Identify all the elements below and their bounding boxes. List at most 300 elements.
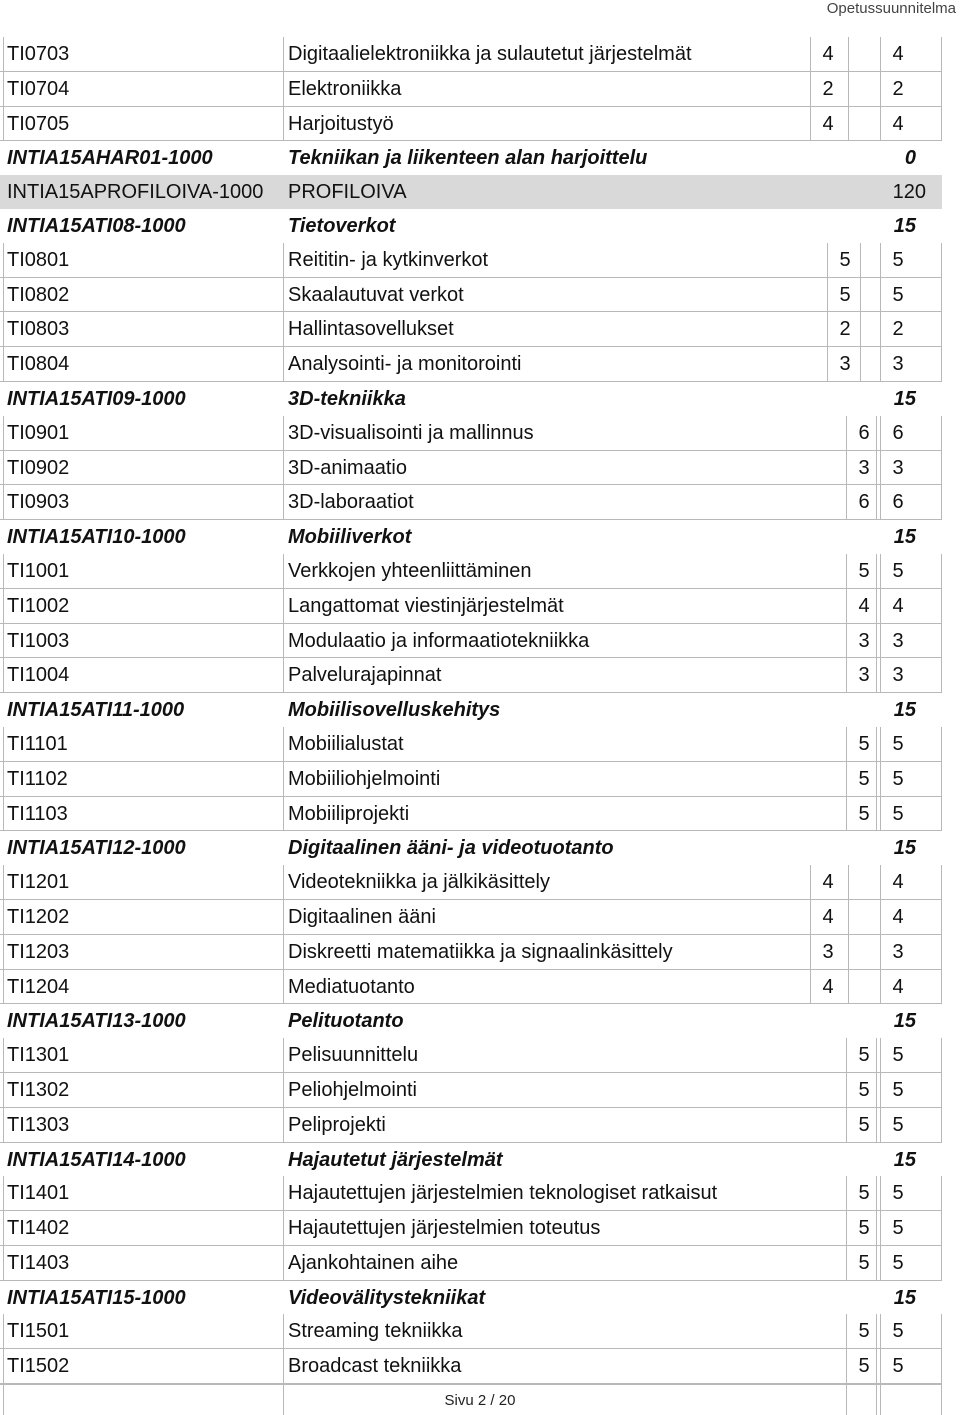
cell-divider [876,658,877,693]
course-code: TI1501 [7,1320,70,1343]
credits-total: 4 [892,905,904,928]
cell-divider [848,72,849,107]
module-name: Mobiiliverkot [288,526,412,549]
cell-divider [880,797,881,832]
course-name: Langattomat viestinjärjestelmät [288,594,564,617]
cell-divider [880,243,881,278]
cell-divider [876,1349,877,1384]
course-code: TI1403 [7,1251,70,1274]
module-row [0,693,942,727]
credits-value: 5 [858,1320,870,1343]
module-code: INTIA15ATI13-1000 [7,1010,186,1033]
credits-value: 2 [839,318,851,341]
course-name: Mobiiliohjelmointi [288,767,441,790]
course-code: TI1101 [7,732,68,755]
module-code: INTIA15ATI10-1000 [7,526,186,549]
cell-divider [880,107,881,142]
credits-total: 5 [892,1320,904,1343]
cell-divider [880,278,881,313]
course-code: TI0803 [7,318,70,341]
module-row [0,831,942,865]
course-name: Diskreetti matematiikka ja signaalinkäsittely [288,940,673,963]
module-name: Digitaalinen ääni- ja videotuotanto [288,837,614,860]
module-code: INTIA15ATI09-1000 [7,387,186,410]
course-code: TI1201 [7,871,70,894]
cell-divider [876,485,877,520]
module-credits: 120 [892,181,926,204]
course-row [0,1176,942,1211]
cell-divider [876,762,877,797]
course-code: TI1301 [7,1044,70,1067]
course-row [0,935,942,970]
credits-total: 5 [892,732,904,755]
course-row [0,37,942,72]
course-name: Peliprojekti [288,1113,386,1136]
cell-divider [876,554,877,589]
course-code: TI1402 [7,1217,70,1240]
course-code: TI1204 [7,975,70,998]
module-name: Tekniikan ja liikenteen alan harjoittelu [288,147,648,170]
cell-divider [810,107,811,142]
cell-divider [876,624,877,659]
course-name: Broadcast tekniikka [288,1355,462,1378]
cell-divider [283,1176,284,1211]
course-row [0,900,942,935]
cell-divider [860,347,861,382]
course-name: Mobiiliprojekti [288,802,410,825]
cell-divider [876,727,877,762]
course-code: TI0903 [7,491,70,514]
cell-divider [860,312,861,347]
course-name: Digitaalielektroniikka ja sulautetut järjestelmät [288,43,692,65]
cell-divider [810,900,811,935]
module-code: INTIA15ATI08-1000 [7,214,186,237]
cell-divider [283,278,284,313]
cell-divider [880,970,881,1005]
course-code: TI0902 [7,456,70,479]
course-row [0,243,942,278]
course-row [0,1349,942,1384]
module-credits: 15 [893,699,916,722]
module-row [0,1281,942,1315]
course-code: TI0705 [7,112,70,135]
course-row [0,797,942,832]
credits-total: 3 [892,664,904,687]
credits-value: 4 [822,975,834,998]
course-name: Modulaatio ja informaatiotekniikka [288,629,590,652]
credits-total: 5 [892,1251,904,1274]
course-code: TI0801 [7,248,70,271]
cell-divider [880,1314,881,1349]
course-code: TI0901 [7,421,70,444]
credits-value: 3 [839,353,851,376]
course-row [0,727,942,762]
cell-divider [283,900,284,935]
credits-total: 5 [892,767,904,790]
credits-total: 2 [892,77,904,100]
cell-divider [880,347,881,382]
cell-divider [880,589,881,624]
module-credits: 15 [893,387,916,410]
module-row [0,1004,942,1038]
credits-total: 5 [892,1078,904,1101]
credits-total: 5 [892,802,904,825]
course-row [0,72,942,107]
module-credits: 15 [893,1148,916,1171]
module-code: INTIA15ATI11-1000 [7,699,185,722]
course-code: TI1003 [7,629,70,652]
course-row [0,312,942,347]
course-code: TI1001 [7,559,70,582]
module-name: Pelituotanto [288,1010,404,1033]
cell-divider [810,970,811,1005]
credits-total: 3 [892,940,904,963]
cell-divider [880,1246,881,1281]
course-row [0,865,942,900]
course-name: Analysointi- ja monitorointi [288,353,522,376]
cell-divider [876,1246,877,1281]
cell-divider [846,589,847,624]
cell-divider [283,1246,284,1281]
course-row [0,347,942,382]
cell-divider [846,1211,847,1246]
credits-value: 3 [858,664,870,687]
cell-divider [827,347,828,382]
cell-divider [880,72,881,107]
credits-value: 6 [858,491,870,514]
module-credits: 15 [893,214,916,237]
module-name: Hajautetut järjestelmät [288,1148,503,1171]
course-row [0,1073,942,1108]
cell-divider [283,1108,284,1143]
course-code: TI0802 [7,283,70,306]
module-credits: 0 [904,147,916,170]
cell-divider [810,935,811,970]
credits-total: 5 [892,283,904,306]
cell-divider [283,107,284,142]
cell-divider [283,37,284,72]
credits-total: 4 [892,975,904,998]
module-code: INTIA15ATI12-1000 [7,837,186,860]
course-name: Videotekniikka ja jälkikäsittely [288,871,550,894]
cell-divider [846,416,847,451]
credits-total: 5 [892,1355,904,1378]
course-row [0,451,942,486]
cell-divider [880,37,881,72]
credits-value: 6 [858,421,870,444]
module-code: INTIA15APROFILOIVA-1000 [7,181,264,204]
course-row [0,107,942,142]
course-name: Pelisuunnittelu [288,1044,419,1067]
course-name: Hajautettujen järjestelmien toteutus [288,1217,601,1240]
course-code: TI1203 [7,940,70,963]
cell-divider [848,970,849,1005]
module-code: INTIA15AHAR01-1000 [7,147,213,170]
cell-divider [846,1349,847,1384]
cell-divider [876,797,877,832]
course-name: Streaming tekniikka [288,1320,463,1343]
cell-divider [283,865,284,900]
module-row [0,141,942,175]
credits-value: 5 [858,732,870,755]
course-name: Digitaalinen ääni [288,905,436,928]
course-name: Hallintasovellukset [288,318,454,341]
cell-divider [283,243,284,278]
module-row [0,382,942,416]
cell-divider [283,1038,284,1073]
credits-total: 6 [892,491,904,514]
course-code: TI1303 [7,1113,70,1136]
cell-divider [846,727,847,762]
cell-divider [283,797,284,832]
course-row [0,658,942,693]
cell-divider [846,762,847,797]
cell-divider [848,37,849,72]
cell-divider [283,451,284,486]
cell-divider [880,762,881,797]
cell-divider [827,243,828,278]
course-name: 3D-laboraatiot [288,491,414,514]
course-code: TI1103 [7,802,68,825]
credits-total: 4 [892,112,904,135]
course-row [0,624,942,659]
cell-divider [283,554,284,589]
module-name: Videovälitystekniikat [288,1286,486,1309]
credits-total: 4 [892,594,904,617]
cell-divider [880,1349,881,1384]
cell-divider [283,762,284,797]
course-row [0,1246,942,1281]
credits-value: 3 [858,629,870,652]
course-name: Reititin- ja kytkinverkot [288,248,489,271]
course-row [0,1038,942,1073]
cell-divider [827,278,828,313]
cell-divider [283,1314,284,1349]
cell-divider [846,658,847,693]
cell-divider [876,1038,877,1073]
credits-total: 5 [892,248,904,271]
cell-divider [860,243,861,278]
cell-divider [283,1349,284,1384]
course-name: 3D-animaatio [288,456,407,479]
course-code: TI1302 [7,1078,70,1101]
cell-divider [880,451,881,486]
course-name: Mediatuotanto [288,975,415,998]
cell-divider [880,935,881,970]
course-code: TI1102 [7,767,68,790]
course-table [0,37,942,1415]
cell-divider [283,312,284,347]
cell-divider [880,554,881,589]
cell-divider [876,1314,877,1349]
course-row [0,589,942,624]
course-row [0,1314,942,1349]
credits-total: 5 [892,1113,904,1136]
credits-value: 3 [858,456,870,479]
cell-divider [876,1108,877,1143]
course-row [0,278,942,313]
credits-total: 5 [892,1217,904,1240]
credits-total: 4 [892,43,904,65]
course-code: TI1002 [7,594,70,617]
course-code: TI0704 [7,77,70,100]
credits-value: 5 [858,767,870,790]
credits-value: 5 [858,1044,870,1067]
cell-divider [846,451,847,486]
cell-divider [880,658,881,693]
cell-divider [880,1108,881,1143]
cell-divider [880,485,881,520]
credits-value: 2 [822,77,834,100]
course-row [0,762,942,797]
course-name: Mobiilialustat [288,732,404,755]
credits-total: 5 [892,1044,904,1067]
cell-divider [283,416,284,451]
cell-divider [876,1073,877,1108]
cell-divider [880,865,881,900]
credits-value: 5 [858,1078,870,1101]
module-credits: 15 [893,837,916,860]
credits-value: 5 [858,1251,870,1274]
module-row [0,520,942,554]
credits-value: 4 [822,905,834,928]
cell-divider [846,554,847,589]
course-code: TI1004 [7,664,70,687]
credits-value: 5 [858,1355,870,1378]
cell-divider [880,1038,881,1073]
credits-value: 4 [822,112,834,135]
credits-value: 4 [822,43,834,65]
course-row [0,416,942,451]
module-credits: 15 [893,1286,916,1309]
credits-value: 4 [822,871,834,894]
cell-divider [860,278,861,313]
cell-divider [876,1176,877,1211]
cell-divider [846,1246,847,1281]
cell-divider [810,37,811,72]
credits-total: 4 [892,871,904,894]
cell-divider [846,1073,847,1108]
course-name: Palvelurajapinnat [288,664,442,687]
cell-divider [283,1211,284,1246]
course-code: TI1502 [7,1355,70,1378]
cell-divider [810,72,811,107]
module-row [0,1143,942,1177]
cell-divider [846,1176,847,1211]
module-row [0,209,942,243]
page-number: Sivu 2 / 20 [444,1392,516,1409]
module-code: INTIA15ATI14-1000 [7,1148,186,1171]
cell-divider [876,451,877,486]
cell-divider [827,312,828,347]
cell-divider [846,1038,847,1073]
cell-divider [283,485,284,520]
course-row [0,970,942,1005]
credits-total: 3 [892,456,904,479]
course-row [0,1108,942,1143]
cell-divider [283,72,284,107]
cell-divider [283,970,284,1005]
module-name: PROFILOIVA [288,181,407,204]
cell-divider [846,1314,847,1349]
document-title: Opetussuunnitelma [826,0,956,17]
course-name: 3D-visualisointi ja mallinnus [288,421,534,444]
cell-divider [848,900,849,935]
credits-total: 6 [892,421,904,444]
cell-divider [880,1073,881,1108]
cell-divider [848,865,849,900]
cell-divider [283,624,284,659]
credits-total: 5 [892,1182,904,1205]
course-name: Harjoitustyö [288,112,394,135]
module-credits: 15 [893,1010,916,1033]
credits-total: 5 [892,559,904,582]
credits-value: 5 [858,1217,870,1240]
module-code: INTIA15ATI15-1000 [7,1286,186,1309]
credits-value: 5 [858,559,870,582]
cell-divider [283,1073,284,1108]
profile-row [0,175,942,209]
cell-divider [810,865,811,900]
module-name: Mobiilisovelluskehitys [288,699,501,722]
course-code: TI0804 [7,353,70,376]
cell-divider [846,485,847,520]
credits-value: 5 [858,802,870,825]
cell-divider [283,727,284,762]
cell-divider [876,416,877,451]
cell-divider [848,107,849,142]
cell-divider [283,589,284,624]
cell-divider [876,1211,877,1246]
course-code: TI1202 [7,905,70,928]
credits-value: 5 [839,283,851,306]
course-code: TI1401 [7,1182,70,1205]
course-name: Ajankohtainen aihe [288,1251,459,1274]
course-row [0,1211,942,1246]
module-credits: 15 [893,526,916,549]
course-row [0,554,942,589]
cell-divider [848,935,849,970]
credits-value: 5 [858,1113,870,1136]
cell-divider [283,347,284,382]
credits-value: 5 [839,248,851,271]
course-name: Verkkojen yhteenliittäminen [288,559,532,582]
credits-total: 3 [892,353,904,376]
cell-divider [846,1108,847,1143]
course-name: Skaalautuvat verkot [288,283,464,306]
cell-divider [876,589,877,624]
cell-divider [880,624,881,659]
credits-total: 3 [892,629,904,652]
cell-divider [880,416,881,451]
cell-divider [880,900,881,935]
cell-divider [283,658,284,693]
credits-value: 4 [858,594,870,617]
cell-divider [846,797,847,832]
cell-divider [880,312,881,347]
course-name: Hajautettujen järjestelmien teknologiset ratkaisut [288,1182,718,1205]
cell-divider [283,935,284,970]
module-name: 3D-tekniikka [288,387,406,410]
cell-divider [880,1176,881,1211]
course-name: Elektroniikka [288,77,402,100]
cell-divider [880,1211,881,1246]
credits-value: 3 [822,940,834,963]
course-code: TI0703 [7,43,70,65]
module-name: Tietoverkot [288,214,396,237]
credits-total: 2 [892,318,904,341]
credits-value: 5 [858,1182,870,1205]
